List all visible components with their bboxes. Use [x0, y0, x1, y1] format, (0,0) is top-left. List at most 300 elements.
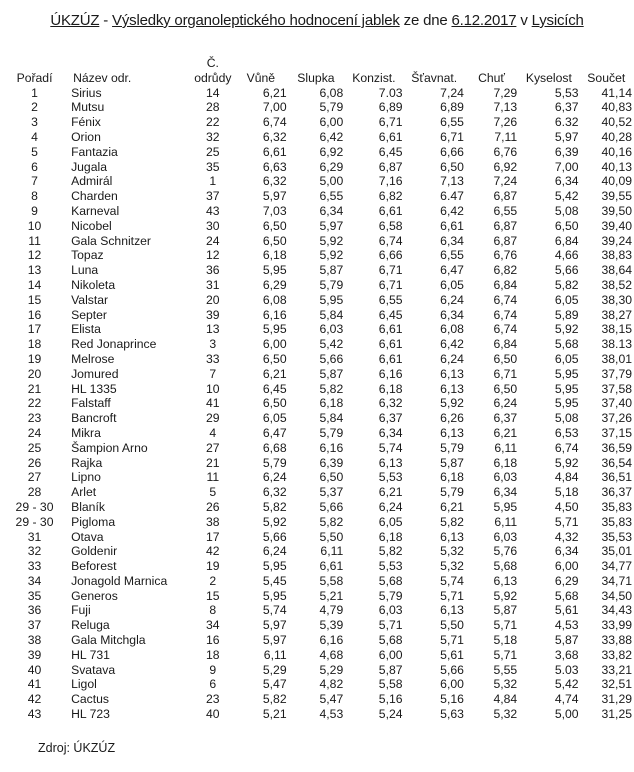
skin-cell: 6,18 — [319, 396, 344, 411]
consistency-cell: 7.03 — [378, 85, 403, 100]
consistency-cell: 6,03 — [378, 603, 403, 618]
juiciness-cell: 6,89 — [440, 100, 464, 115]
consistency-cell: 5,53 — [378, 470, 403, 485]
rank-cell: 5 — [31, 144, 38, 159]
skin-cell: 5,00 — [319, 174, 344, 189]
rank-cell: 40 — [27, 662, 42, 677]
total-cell: 36,59 — [601, 440, 632, 455]
total-cell: 38,83 — [601, 248, 632, 263]
total-cell: 35,83 — [601, 514, 632, 529]
consistency-cell: 5,58 — [378, 677, 403, 692]
total-cell: 38,15 — [601, 322, 632, 337]
aroma-cell: 5,66 — [262, 529, 287, 544]
juiciness-cell: 7,24 — [440, 85, 464, 100]
taste-cell: 6,03 — [493, 470, 518, 485]
taste-cell: 6,55 — [493, 203, 518, 218]
variety-number-cell: 11 — [206, 470, 220, 485]
variety-name-cell: Valstar — [71, 292, 109, 307]
acidity-cell: 6,50 — [554, 218, 579, 233]
total-cell: 36,37 — [601, 485, 632, 500]
variety-name-cell: HL 731 — [71, 647, 110, 662]
juiciness-cell: 6,00 — [440, 677, 464, 692]
total-cell: 36,54 — [601, 455, 632, 470]
title-part: ÚKZÚZ — [50, 12, 100, 29]
variety-number-cell: 27 — [206, 440, 220, 455]
total-cell: 40,83 — [601, 100, 632, 115]
skin-cell: 6,08 — [319, 85, 344, 100]
skin-cell: 5,50 — [319, 529, 344, 544]
acidity-cell: 5,89 — [554, 307, 579, 322]
juiciness-cell: 6,21 — [440, 499, 464, 514]
table-row — [8, 544, 634, 559]
table-row — [8, 382, 634, 397]
taste-cell: 6,87 — [493, 233, 518, 248]
total-cell: 38,52 — [601, 277, 632, 292]
taste-cell: 7,11 — [494, 129, 518, 144]
header-variety-name: Název odr. — [73, 70, 132, 85]
juiciness-cell: 5,61 — [440, 647, 464, 662]
consistency-cell: 6,32 — [378, 396, 403, 411]
variety-number-cell: 34 — [206, 618, 220, 633]
acidity-cell: 4,84 — [554, 470, 579, 485]
total-cell: 35,83 — [601, 499, 632, 514]
rank-cell: 18 — [27, 337, 42, 352]
skin-cell: 5,87 — [319, 263, 344, 278]
consistency-cell: 6,71 — [378, 277, 403, 292]
total-cell: 31,29 — [601, 692, 632, 707]
table-row — [8, 86, 634, 101]
variety-name-cell: Karneval — [71, 203, 120, 218]
total-cell: 40,52 — [601, 115, 632, 130]
header-consistency: Konzist. — [352, 70, 396, 85]
consistency-cell: 6,18 — [378, 381, 403, 396]
variety-name-cell: Red Jonaprince — [71, 337, 157, 352]
acidity-cell: 5,42 — [554, 677, 579, 692]
rank-cell: 14 — [27, 277, 42, 292]
variety-number-cell: 13 — [206, 322, 220, 337]
variety-number-cell: 37 — [206, 189, 220, 204]
table-row — [8, 145, 634, 160]
total-cell: 33,21 — [601, 662, 632, 677]
variety-number-cell: 10 — [206, 381, 220, 396]
variety-name-cell: Mutsu — [71, 100, 105, 115]
juiciness-cell: 5,16 — [440, 692, 464, 707]
table-row — [8, 219, 634, 234]
variety-number-cell: 1 — [209, 174, 217, 189]
skin-cell: 5,58 — [319, 573, 344, 588]
skin-cell: 5,66 — [319, 499, 344, 514]
table-row — [8, 234, 634, 249]
variety-number-cell: 2 — [209, 573, 217, 588]
acidity-cell: 6.32 — [554, 115, 579, 130]
rank-cell: 32 — [27, 544, 42, 559]
total-cell: 37,58 — [601, 381, 632, 396]
skin-cell: 6,50 — [319, 470, 344, 485]
consistency-cell: 5,68 — [378, 633, 403, 648]
consistency-cell: 6,58 — [378, 218, 403, 233]
table-row — [8, 677, 634, 692]
variety-name-cell: Rajka — [71, 455, 103, 470]
total-cell: 40,09 — [601, 174, 632, 189]
consistency-cell: 5,79 — [378, 588, 403, 603]
rank-cell: 39 — [27, 647, 42, 662]
variety-name-cell: Melrose — [71, 351, 115, 366]
table-row — [8, 559, 634, 574]
consistency-cell: 6,21 — [378, 485, 403, 500]
header-juiciness: Šťavnat. — [411, 70, 458, 85]
title-part: Lysicích — [531, 12, 584, 29]
juiciness-cell: 6,55 — [440, 115, 464, 130]
consistency-cell: 6,61 — [378, 337, 403, 352]
rank-cell: 31 — [27, 529, 42, 544]
consistency-cell: 6,61 — [378, 351, 403, 366]
variety-number-cell: 4 — [209, 425, 217, 440]
taste-cell: 6,50 — [493, 351, 518, 366]
variety-name-cell: Otava — [71, 529, 104, 544]
aroma-cell: 6,68 — [262, 440, 287, 455]
aroma-cell: 6,63 — [262, 159, 287, 174]
taste-cell: 5,92 — [493, 588, 518, 603]
table-row — [8, 396, 634, 411]
juiciness-cell: 5,50 — [440, 618, 464, 633]
consistency-cell: 6,66 — [378, 248, 403, 263]
taste-cell: 6,76 — [493, 248, 518, 263]
taste-cell: 6,71 — [493, 366, 518, 381]
total-cell: 33,82 — [601, 647, 632, 662]
rank-cell: 21 — [27, 381, 42, 396]
consistency-cell: 5,87 — [378, 662, 403, 677]
skin-cell: 5,66 — [319, 351, 344, 366]
total-cell: 39,24 — [601, 233, 632, 248]
variety-number-cell: 39 — [206, 307, 220, 322]
variety-name-cell: Elista — [71, 322, 101, 337]
taste-cell: 5,32 — [493, 677, 518, 692]
rank-cell: 29 - 30 — [15, 514, 54, 529]
rank-cell: 37 — [27, 618, 42, 633]
taste-cell: 5,76 — [493, 544, 518, 559]
aroma-cell: 5,92 — [262, 514, 287, 529]
aroma-cell: 5,95 — [262, 588, 287, 603]
rank-cell: 36 — [27, 603, 42, 618]
table-row — [8, 603, 634, 618]
document-title — [0, 12, 634, 29]
variety-number-cell: 8 — [209, 603, 217, 618]
rank-cell: 34 — [27, 573, 42, 588]
juiciness-cell: 6,13 — [440, 603, 464, 618]
consistency-cell: 6,82 — [378, 189, 403, 204]
variety-number-cell: 26 — [206, 499, 220, 514]
juiciness-cell: 6,71 — [440, 129, 464, 144]
rank-cell: 3 — [31, 115, 38, 130]
acidity-cell: 5,71 — [554, 514, 579, 529]
rank-cell: 33 — [27, 559, 42, 574]
skin-cell: 5,82 — [319, 514, 344, 529]
aroma-cell: 5,97 — [262, 189, 287, 204]
consistency-cell: 6,89 — [378, 100, 403, 115]
juiciness-cell: 6,08 — [440, 322, 464, 337]
table-row — [8, 308, 634, 323]
skin-cell: 6,16 — [319, 440, 344, 455]
variety-number-cell: 9 — [209, 662, 217, 677]
total-cell: 35,01 — [601, 544, 632, 559]
variety-number-cell: 30 — [206, 218, 220, 233]
acidity-cell: 5,95 — [554, 381, 579, 396]
aroma-cell: 6,47 — [262, 425, 287, 440]
taste-cell: 6,18 — [493, 455, 518, 470]
taste-cell: 6,92 — [493, 159, 518, 174]
skin-cell: 5,79 — [319, 425, 344, 440]
total-cell: 35,53 — [601, 529, 632, 544]
juiciness-cell: 6,61 — [440, 218, 464, 233]
rank-cell: 9 — [31, 203, 38, 218]
consistency-cell: 5,16 — [378, 692, 403, 707]
variety-name-cell: Jonagold Marnica — [71, 573, 168, 588]
table-row — [8, 618, 634, 633]
table-header-row — [8, 56, 634, 86]
juiciness-cell: 6,13 — [440, 381, 464, 396]
aroma-cell: 6,50 — [262, 396, 287, 411]
skin-cell: 6,29 — [319, 159, 344, 174]
variety-name-cell: Topaz — [71, 248, 104, 263]
table-row — [8, 100, 634, 115]
taste-cell: 5,68 — [493, 559, 518, 574]
rank-cell: 1 — [31, 85, 38, 100]
variety-name-cell: Nicobel — [71, 218, 112, 233]
rank-cell: 8 — [31, 189, 38, 204]
variety-number-cell: 21 — [206, 455, 220, 470]
skin-cell: 5,84 — [319, 411, 344, 426]
juiciness-cell: 6,18 — [440, 470, 464, 485]
skin-cell: 6,03 — [319, 322, 344, 337]
table-row — [8, 515, 634, 530]
aroma-cell: 6,45 — [262, 381, 287, 396]
acidity-cell: 5,87 — [554, 633, 579, 648]
consistency-cell: 6,61 — [378, 129, 403, 144]
skin-cell: 4,68 — [319, 647, 344, 662]
taste-cell: 6,03 — [493, 529, 518, 544]
juiciness-cell: 5,79 — [440, 440, 464, 455]
table-row — [8, 115, 634, 130]
acidity-cell: 5,00 — [554, 707, 579, 722]
table-row — [8, 322, 634, 337]
variety-name-cell: Fuji — [71, 603, 91, 618]
header-variety-number: Č. odrůdy — [194, 56, 232, 85]
taste-cell: 6,76 — [493, 144, 518, 159]
aroma-cell: 6,24 — [262, 544, 287, 559]
title-part: ze dne — [399, 12, 452, 29]
aroma-cell: 6,50 — [262, 351, 287, 366]
skin-cell: 5,95 — [319, 292, 344, 307]
variety-number-cell: 20 — [206, 292, 220, 307]
consistency-cell: 5,74 — [378, 440, 403, 455]
variety-name-cell: Fantazia — [71, 144, 118, 159]
taste-cell: 6,50 — [493, 381, 518, 396]
juiciness-cell: 6.47 — [440, 189, 464, 204]
taste-cell: 7,29 — [493, 85, 518, 100]
acidity-cell: 4,66 — [554, 248, 579, 263]
variety-number-cell: 5 — [209, 485, 217, 500]
acidity-cell: 5,82 — [554, 277, 579, 292]
variety-number-cell: 40 — [206, 707, 220, 722]
acidity-cell: 6,84 — [554, 233, 579, 248]
aroma-cell: 7,03 — [262, 203, 287, 218]
skin-cell: 5,37 — [319, 485, 344, 500]
taste-cell: 5,18 — [493, 633, 518, 648]
acidity-cell: 6,05 — [554, 351, 579, 366]
variety-name-cell: Fénix — [71, 115, 101, 130]
taste-cell: 5,32 — [493, 707, 518, 722]
consistency-cell: 6,61 — [378, 203, 403, 218]
table-row — [8, 485, 634, 500]
consistency-cell: 6,71 — [378, 115, 403, 130]
juiciness-cell: 6,50 — [440, 159, 464, 174]
consistency-cell: 6,13 — [378, 455, 403, 470]
table-row — [8, 692, 634, 707]
rank-cell: 24 — [27, 425, 42, 440]
variety-name-cell: HL 723 — [71, 707, 110, 722]
juiciness-cell: 6,42 — [440, 337, 464, 352]
acidity-cell: 6,37 — [554, 100, 579, 115]
table-row — [8, 648, 634, 663]
consistency-cell: 6,61 — [378, 322, 403, 337]
taste-cell: 5,55 — [493, 662, 518, 677]
aroma-cell: 5,79 — [262, 455, 287, 470]
variety-name-cell: Reluga — [71, 618, 110, 633]
table-row — [8, 633, 634, 648]
taste-cell: 6,11 — [494, 514, 518, 529]
aroma-cell: 5,95 — [262, 322, 287, 337]
consistency-cell: 6,45 — [378, 307, 403, 322]
juiciness-cell: 5,32 — [440, 559, 464, 574]
variety-name-cell: Jugala — [71, 159, 107, 174]
taste-cell: 7,13 — [493, 100, 518, 115]
variety-name-cell: Šampion Arno — [71, 440, 148, 455]
skin-cell: 5,21 — [319, 588, 344, 603]
juiciness-cell: 5,63 — [440, 707, 464, 722]
variety-name-cell: Lipno — [71, 470, 101, 485]
variety-name-cell: Beforest — [71, 559, 117, 574]
variety-number-cell: 23 — [206, 692, 220, 707]
total-cell: 36,51 — [601, 470, 632, 485]
juiciness-cell: 6,66 — [440, 144, 464, 159]
acidity-cell: 6,29 — [554, 573, 579, 588]
acidity-cell: 6,34 — [554, 174, 579, 189]
total-cell: 37,40 — [601, 396, 632, 411]
table-row — [8, 160, 634, 175]
skin-cell: 5,47 — [319, 692, 344, 707]
variety-name-cell: Falstaff — [71, 396, 111, 411]
variety-name-cell: Generos — [71, 588, 118, 603]
table-row — [8, 411, 634, 426]
skin-cell: 5,82 — [319, 381, 344, 396]
variety-number-cell: 32 — [206, 129, 220, 144]
aroma-cell: 6,50 — [262, 218, 287, 233]
rank-cell: 23 — [27, 411, 42, 426]
table-row — [8, 130, 634, 145]
variety-name-cell: Charden — [71, 189, 118, 204]
juiciness-cell: 6,42 — [440, 203, 464, 218]
taste-cell: 7,24 — [493, 174, 518, 189]
consistency-cell: 5,71 — [378, 618, 403, 633]
variety-number-cell: 24 — [206, 233, 220, 248]
juiciness-cell: 6,24 — [440, 351, 464, 366]
header-taste: Chuť — [478, 70, 505, 85]
acidity-cell: 5,92 — [554, 322, 579, 337]
aroma-cell: 6,32 — [262, 485, 287, 500]
variety-number-cell: 42 — [206, 544, 220, 559]
consistency-cell: 6,71 — [378, 263, 403, 278]
variety-name-cell: Gala Schnitzer — [71, 233, 151, 248]
variety-number-cell: 12 — [206, 248, 220, 263]
juiciness-cell: 6,34 — [440, 307, 464, 322]
acidity-cell: 6,34 — [554, 544, 579, 559]
juiciness-cell: 5,87 — [440, 455, 464, 470]
aroma-cell: 5,97 — [262, 633, 287, 648]
juiciness-cell: 6,55 — [440, 248, 464, 263]
juiciness-cell: 5,79 — [440, 485, 464, 500]
header-total: Součet — [587, 70, 626, 85]
variety-name-cell: Ligol — [71, 677, 97, 692]
juiciness-cell: 6,13 — [440, 366, 464, 381]
variety-number-cell: 14 — [206, 85, 220, 100]
table-row — [8, 500, 634, 515]
juiciness-cell: 6,05 — [440, 277, 464, 292]
rank-cell: 42 — [27, 692, 42, 707]
juiciness-cell: 5,92 — [440, 396, 464, 411]
aroma-cell: 6,08 — [262, 292, 287, 307]
juiciness-cell: 5,32 — [440, 544, 464, 559]
taste-cell: 6,13 — [493, 573, 518, 588]
total-cell: 41,14 — [601, 85, 632, 100]
table-row — [8, 530, 634, 545]
total-cell: 37,15 — [601, 425, 632, 440]
taste-cell: 6,82 — [493, 263, 518, 278]
consistency-cell: 6,45 — [378, 144, 403, 159]
aroma-cell: 6,21 — [262, 366, 287, 381]
skin-cell: 6,55 — [319, 189, 344, 204]
juiciness-cell: 6,26 — [440, 411, 464, 426]
skin-cell: 5,42 — [319, 337, 344, 352]
consistency-cell: 6,55 — [378, 292, 403, 307]
aroma-cell: 6,11 — [263, 647, 287, 662]
aroma-cell: 5,82 — [262, 499, 287, 514]
consistency-cell: 6,34 — [378, 425, 403, 440]
rank-cell: 17 — [27, 322, 42, 337]
acidity-cell: 5,95 — [554, 366, 579, 381]
consistency-cell: 5,24 — [378, 707, 403, 722]
taste-cell: 6,87 — [493, 218, 518, 233]
rank-cell: 7 — [31, 174, 38, 189]
acidity-cell: 5,08 — [554, 203, 579, 218]
variety-number-cell: 41 — [206, 396, 220, 411]
variety-number-cell: 18 — [206, 647, 220, 662]
table-row — [8, 367, 634, 382]
acidity-cell: 4,50 — [554, 499, 579, 514]
skin-cell: 6,11 — [320, 544, 344, 559]
total-cell: 34,50 — [601, 588, 632, 603]
skin-cell: 5,79 — [319, 100, 344, 115]
variety-name-cell: HL 1335 — [71, 381, 117, 396]
aroma-cell: 6,61 — [262, 144, 287, 159]
variety-number-cell: 22 — [206, 115, 220, 130]
acidity-cell: 6,05 — [554, 292, 579, 307]
taste-cell: 5,71 — [493, 647, 518, 662]
consistency-cell: 7,16 — [378, 174, 403, 189]
total-cell: 38,01 — [601, 351, 632, 366]
acidity-cell: 5,97 — [554, 129, 579, 144]
table-row — [8, 278, 634, 293]
variety-number-cell: 33 — [206, 351, 220, 366]
